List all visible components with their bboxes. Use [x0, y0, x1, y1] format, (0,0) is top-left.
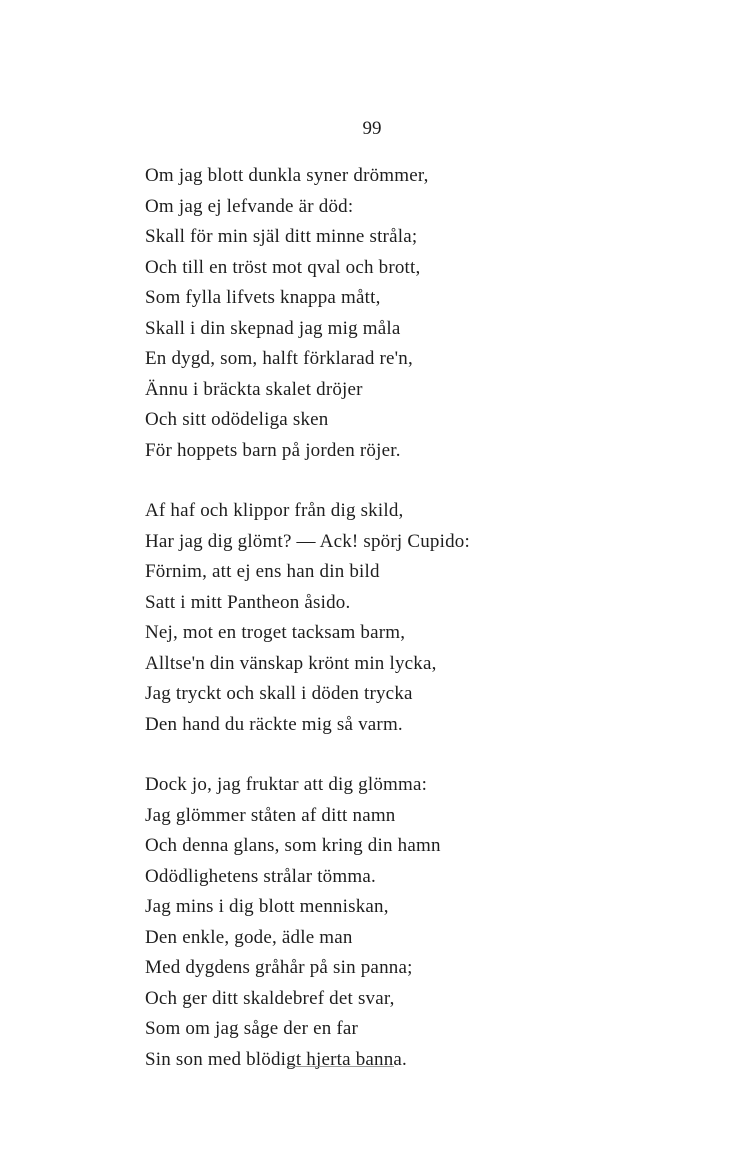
poem-line: Om jag ej lefvande är död:: [145, 195, 354, 217]
poem-line: Dock jo, jag fruktar att dig glömma:: [145, 774, 428, 795]
poem-line: Af haf och klippor från dig skild,: [145, 500, 404, 521]
poem-line: Odödlighetens strålar tömma.: [145, 865, 376, 887]
poem-line: Och sitt odödeliga sken: [145, 409, 329, 430]
poem-line: Om jag blott dunkla syner drömmer,: [145, 165, 429, 186]
poem-line: Alltse'n din vänskap krönt min lycka,: [145, 652, 437, 674]
poem-line: Har jag dig glömt? — Ack! spörj Cupido:: [145, 530, 470, 552]
poem-line: Jag tryckt och skall i döden trycka: [145, 683, 413, 704]
poem-line: Som om jag såge der en far: [145, 1018, 359, 1039]
poem-line: En dygd, som, halft förklarad re'n,: [145, 348, 413, 369]
poem-body: [145, 161, 725, 1075]
poem-line: Den hand du räckte mig så varm.: [145, 713, 403, 735]
page-number: 99: [362, 118, 382, 139]
poem-line: Satt i mitt Pantheon åsido.: [145, 591, 351, 613]
stanza-2: [145, 496, 725, 740]
poem-line: Förnim, att ej ens han din bild: [145, 561, 380, 582]
poem-line: Som fylla lifvets knappa mått,: [145, 287, 381, 308]
stanza-1: [145, 161, 725, 466]
poem-line: Och till en tröst mot qval och brott,: [145, 256, 421, 278]
stanza-3: [145, 770, 725, 1075]
poem-line: Jag glömmer ståten af ditt namn: [145, 804, 396, 826]
poem-line: Med dygdens gråhår på sin panna;: [145, 957, 413, 978]
poem-line: Och denna glans, som kring din hamn: [145, 835, 441, 856]
poem-line: För hoppets barn på jorden röjer.: [145, 439, 401, 461]
poem-line: Skall för min själ ditt minne stråla;: [145, 226, 418, 247]
poem-line: Ännu i bräckta skalet dröjer: [145, 378, 363, 400]
poem-line: Nej, mot en troget tacksam barm,: [145, 622, 406, 643]
poem-line: Skall i din skepnad jag mig måla: [145, 317, 401, 339]
end-rule: [288, 1066, 394, 1067]
poem-line: Jag mins i dig blott menniskan,: [145, 896, 389, 917]
poem-line: Den enkle, gode, ädle man: [145, 926, 353, 948]
poem-line: Sin son med blödigt hjerta banna.: [145, 1048, 408, 1070]
poem-line: Och ger ditt skaldebref det svar,: [145, 987, 395, 1009]
